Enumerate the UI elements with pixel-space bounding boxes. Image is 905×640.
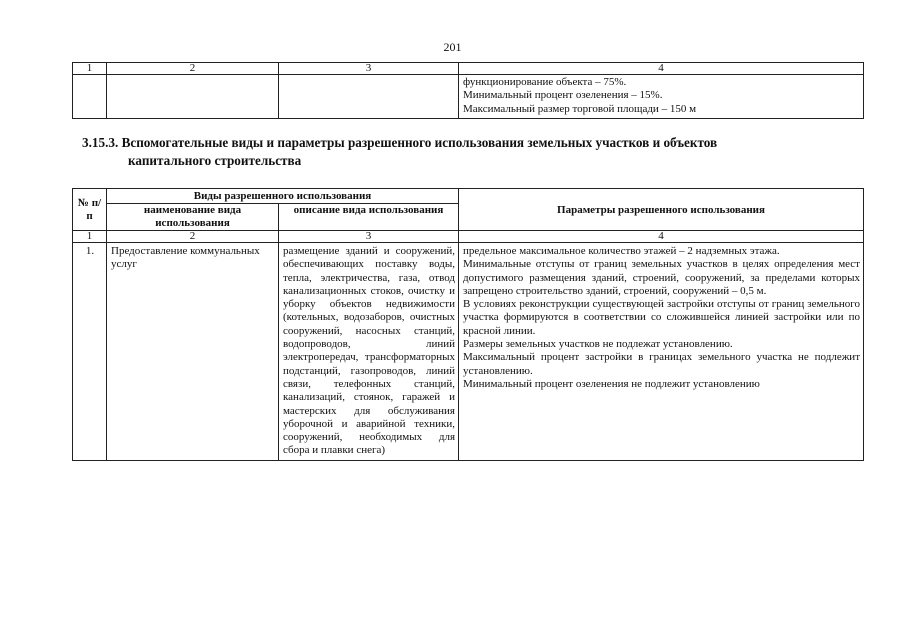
parameter-line: функционирование объекта – 75%. — [463, 76, 627, 88]
parameter-line: Размеры земельных участков не подлежат установлению. — [463, 338, 733, 351]
header-parameters: Параметры разрешенного использования — [459, 189, 864, 231]
column-number-row — [73, 63, 864, 75]
header-row — [73, 189, 864, 204]
parameter-line: В условиях реконструкции существующей застройки отступы от границ земельного участка формируются в соответствии со сложившейся линией застройки или по красной линии. — [463, 298, 860, 337]
parameter-line: Минимальные отступы от границ земельных участков в целях определения мест допустимого размещения зданий, строений, сооружений, за пределами которых запрещено строительство зданий, строений, сооружений – 0,5 м. — [463, 258, 860, 297]
section-number: 3.15.3. — [82, 135, 119, 150]
row-number: 1. — [73, 243, 107, 461]
table-cell — [107, 75, 279, 119]
parameters-cell — [459, 75, 864, 119]
header-num: № п/п — [73, 189, 107, 231]
column-number: 1 — [73, 63, 107, 75]
column-number: 1 — [73, 231, 107, 243]
header-name: наименование вида использования — [107, 204, 279, 231]
column-number: 2 — [107, 231, 279, 243]
header-group: Виды разрешенного использования — [107, 189, 459, 204]
permitted-use-table — [72, 188, 864, 461]
use-name: Предоставление коммунальных услуг — [107, 243, 279, 461]
column-number: 3 — [279, 231, 459, 243]
parameter-line: Максимальный процент застройки в границах земельного участка не подлежит установлению. — [463, 351, 860, 377]
parameter-line: Максимальный размер торговой площади – 150 м — [463, 102, 697, 115]
column-number: 2 — [107, 63, 279, 75]
column-number: 4 — [459, 63, 864, 75]
table-cell — [279, 75, 459, 119]
column-number: 3 — [279, 63, 459, 75]
parameter-line: Минимальный процент озеленения – 15%. — [463, 89, 663, 102]
section-title-line2: капитального строительства — [128, 153, 302, 168]
page-number: 201 — [443, 40, 462, 54]
table-cell — [73, 75, 107, 119]
use-description: размещение зданий и сооружений, обеспечивающих поставку воды, тепла, электричества, газа, отвод канализационных стоков, очистку и уборку объектов недвижимости (котельных, водозаборов, очистных сооружений, насосных станций, водопроводов, линий электропередач, трансформаторных подстанций, газопроводов, линий связи, телефонных станций, канализаций, стоянок, гаражей и мастерских для обслуживания уборочной и аварийной техники, сооружений, необходимых для сбора и плавки снега) — [279, 243, 459, 461]
parameters-cell — [459, 243, 864, 461]
parameter-line: предельное максимальное количество этажей – 2 надземных этажа. — [463, 245, 780, 257]
column-number-row — [73, 231, 864, 243]
column-number: 4 — [459, 231, 864, 243]
header-description: описание вида использования — [279, 204, 459, 231]
table-row — [73, 243, 864, 461]
continuation-table — [72, 62, 864, 119]
parameter-line: Минимальный процент озеленения не подлежит установлению — [463, 377, 760, 390]
table-row — [73, 75, 864, 119]
section-heading — [82, 134, 842, 170]
section-title-line1: Вспомогательные виды и параметры разрешенного использования земельных участков и объектов — [121, 135, 718, 150]
